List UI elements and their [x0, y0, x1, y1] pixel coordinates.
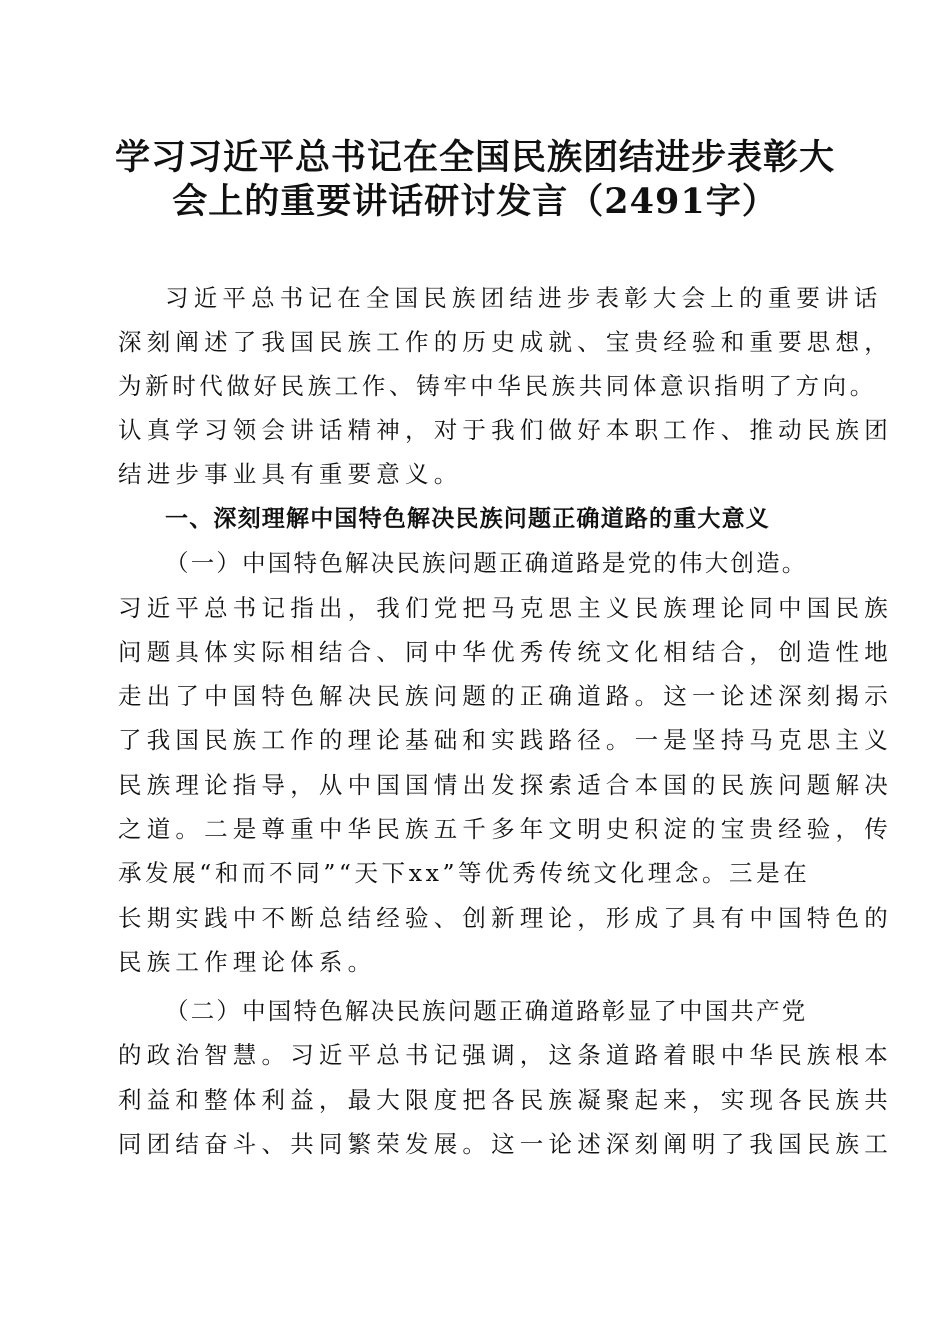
paragraph-line: 利益和整体利益，最大限度把各民族凝聚起来，实现各民族共	[118, 1086, 893, 1114]
paragraph-line: （一）中国特色解决民族问题正确道路是党的伟大创造。	[165, 549, 808, 577]
paragraph-line: 之道。二是尊重中华民族五千多年文明史积淀的宝贵经验，传	[118, 815, 893, 843]
paragraph-line: 认真学习领会讲话精神，对于我们做好本职工作、推动民族团	[118, 416, 893, 444]
paragraph-line: （二）中国特色解决民族问题正确道路彰显了中国共产党	[165, 997, 808, 1025]
paragraph-line: 民族工作理论体系。	[118, 948, 377, 976]
paragraph-line: 习近平总书记在全国民族团结进步表彰大会上的重要讲话	[165, 284, 883, 312]
paragraph-line: 习近平总书记指出，我们党把马克思主义民族理论同中国民族	[118, 594, 893, 622]
paragraph-line: 承发展“和而不同”“天下xx”等优秀传统文化理念。三是在	[118, 859, 811, 887]
paragraph-line: 问题具体实际相结合、同中华优秀传统文化相结合，创造性地	[118, 638, 893, 666]
paragraph-line: 了我国民族工作的理论基础和实践路径。一是坚持马克思主义	[118, 726, 893, 754]
document-title-line-1: 学习习近平总书记在全国民族团结进步表彰大	[114, 137, 835, 178]
paragraph-line: 民族理论指导，从中国国情出发探索适合本国的民族问题解决	[118, 771, 893, 799]
paragraph-line: 的政治智慧。习近平总书记强调，这条道路着眼中华民族根本	[118, 1041, 893, 1069]
paragraph-line: 结进步事业具有重要意义。	[118, 460, 463, 488]
paragraph-line: 走出了中国特色解决民族问题的正确道路。这一论述深刻揭示	[118, 682, 893, 710]
paragraph-line: 深刻阐述了我国民族工作的历史成就、宝贵经验和重要思想，	[118, 328, 893, 356]
document-title-line-2: 会上的重要讲话研讨发言（2491字）	[172, 181, 778, 222]
paragraph-line: 长期实践中不断总结经验、创新理论，形成了具有中国特色的	[118, 904, 893, 932]
paragraph-line: 同团结奋斗、共同繁荣发展。这一论述深刻阐明了我国民族工	[118, 1130, 893, 1158]
paragraph-line: 为新时代做好民族工作、铸牢中华民族共同体意识指明了方向。	[118, 372, 877, 400]
section-heading: 一、深刻理解中国特色解决民族问题正确道路的重大意义	[165, 506, 770, 532]
